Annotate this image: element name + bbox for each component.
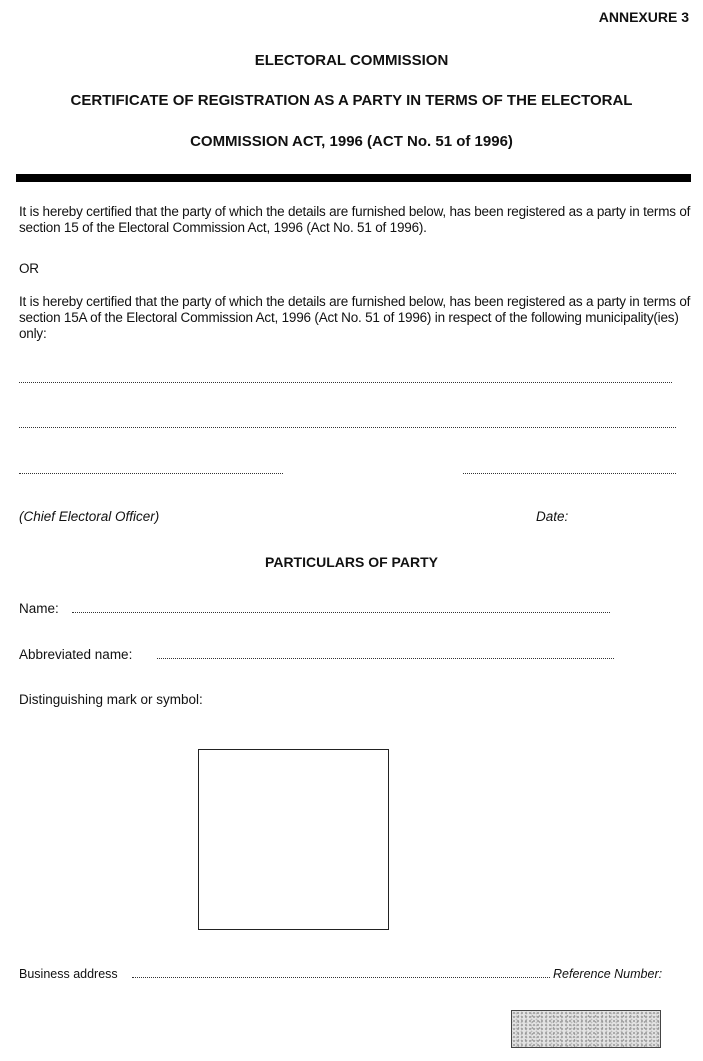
chief-electoral-officer-label: (Chief Electoral Officer) [19,509,160,524]
particulars-heading: PARTICULARS OF PARTY [265,554,438,570]
business-address-field[interactable] [132,977,550,978]
signature-line[interactable] [19,473,283,474]
date-label: Date: [536,509,569,524]
reference-number-box [511,1010,661,1048]
certification-paragraph-section-15a: It is hereby certified that the party of which the details are furnished below, has been registered as a party in terms of section 15A of the Electoral Commission Act, 1996 (Act No. 51 of 1996) in respect of the following municipality(ies) only: [19,294,691,341]
municipality-line-1[interactable] [19,382,672,383]
reference-number-label: Reference Number: [553,967,663,981]
certificate-title: CERTIFICATE OF REGISTRATION AS A PARTY IN TERMS OF THE ELECTORAL [70,92,633,109]
abbreviated-name-label: Abbreviated name: [19,647,133,662]
title-divider [16,174,691,182]
business-address-label: Business address [19,967,118,981]
name-field[interactable] [72,612,610,613]
name-label: Name: [19,601,59,616]
act-title: COMMISSION ACT, 1996 (ACT No. 51 of 1996) [190,133,513,150]
commission-title: ELECTORAL COMMISSION [254,52,449,69]
annexure-label: ANNEXURE 3 [598,9,689,25]
abbreviated-name-field[interactable] [157,658,614,659]
symbol-label: Distinguishing mark or symbol: [19,692,203,707]
date-line[interactable] [463,473,676,474]
symbol-box[interactable] [198,749,389,930]
municipality-line-2[interactable] [19,427,676,428]
or-separator: OR [19,261,39,276]
certification-paragraph-section-15: It is hereby certified that the party of which the details are furnished below, has been registered as a party in terms of section 15 of the Electoral Commission Act, 1996 (Act No. 51 of 1996). [19,204,691,235]
